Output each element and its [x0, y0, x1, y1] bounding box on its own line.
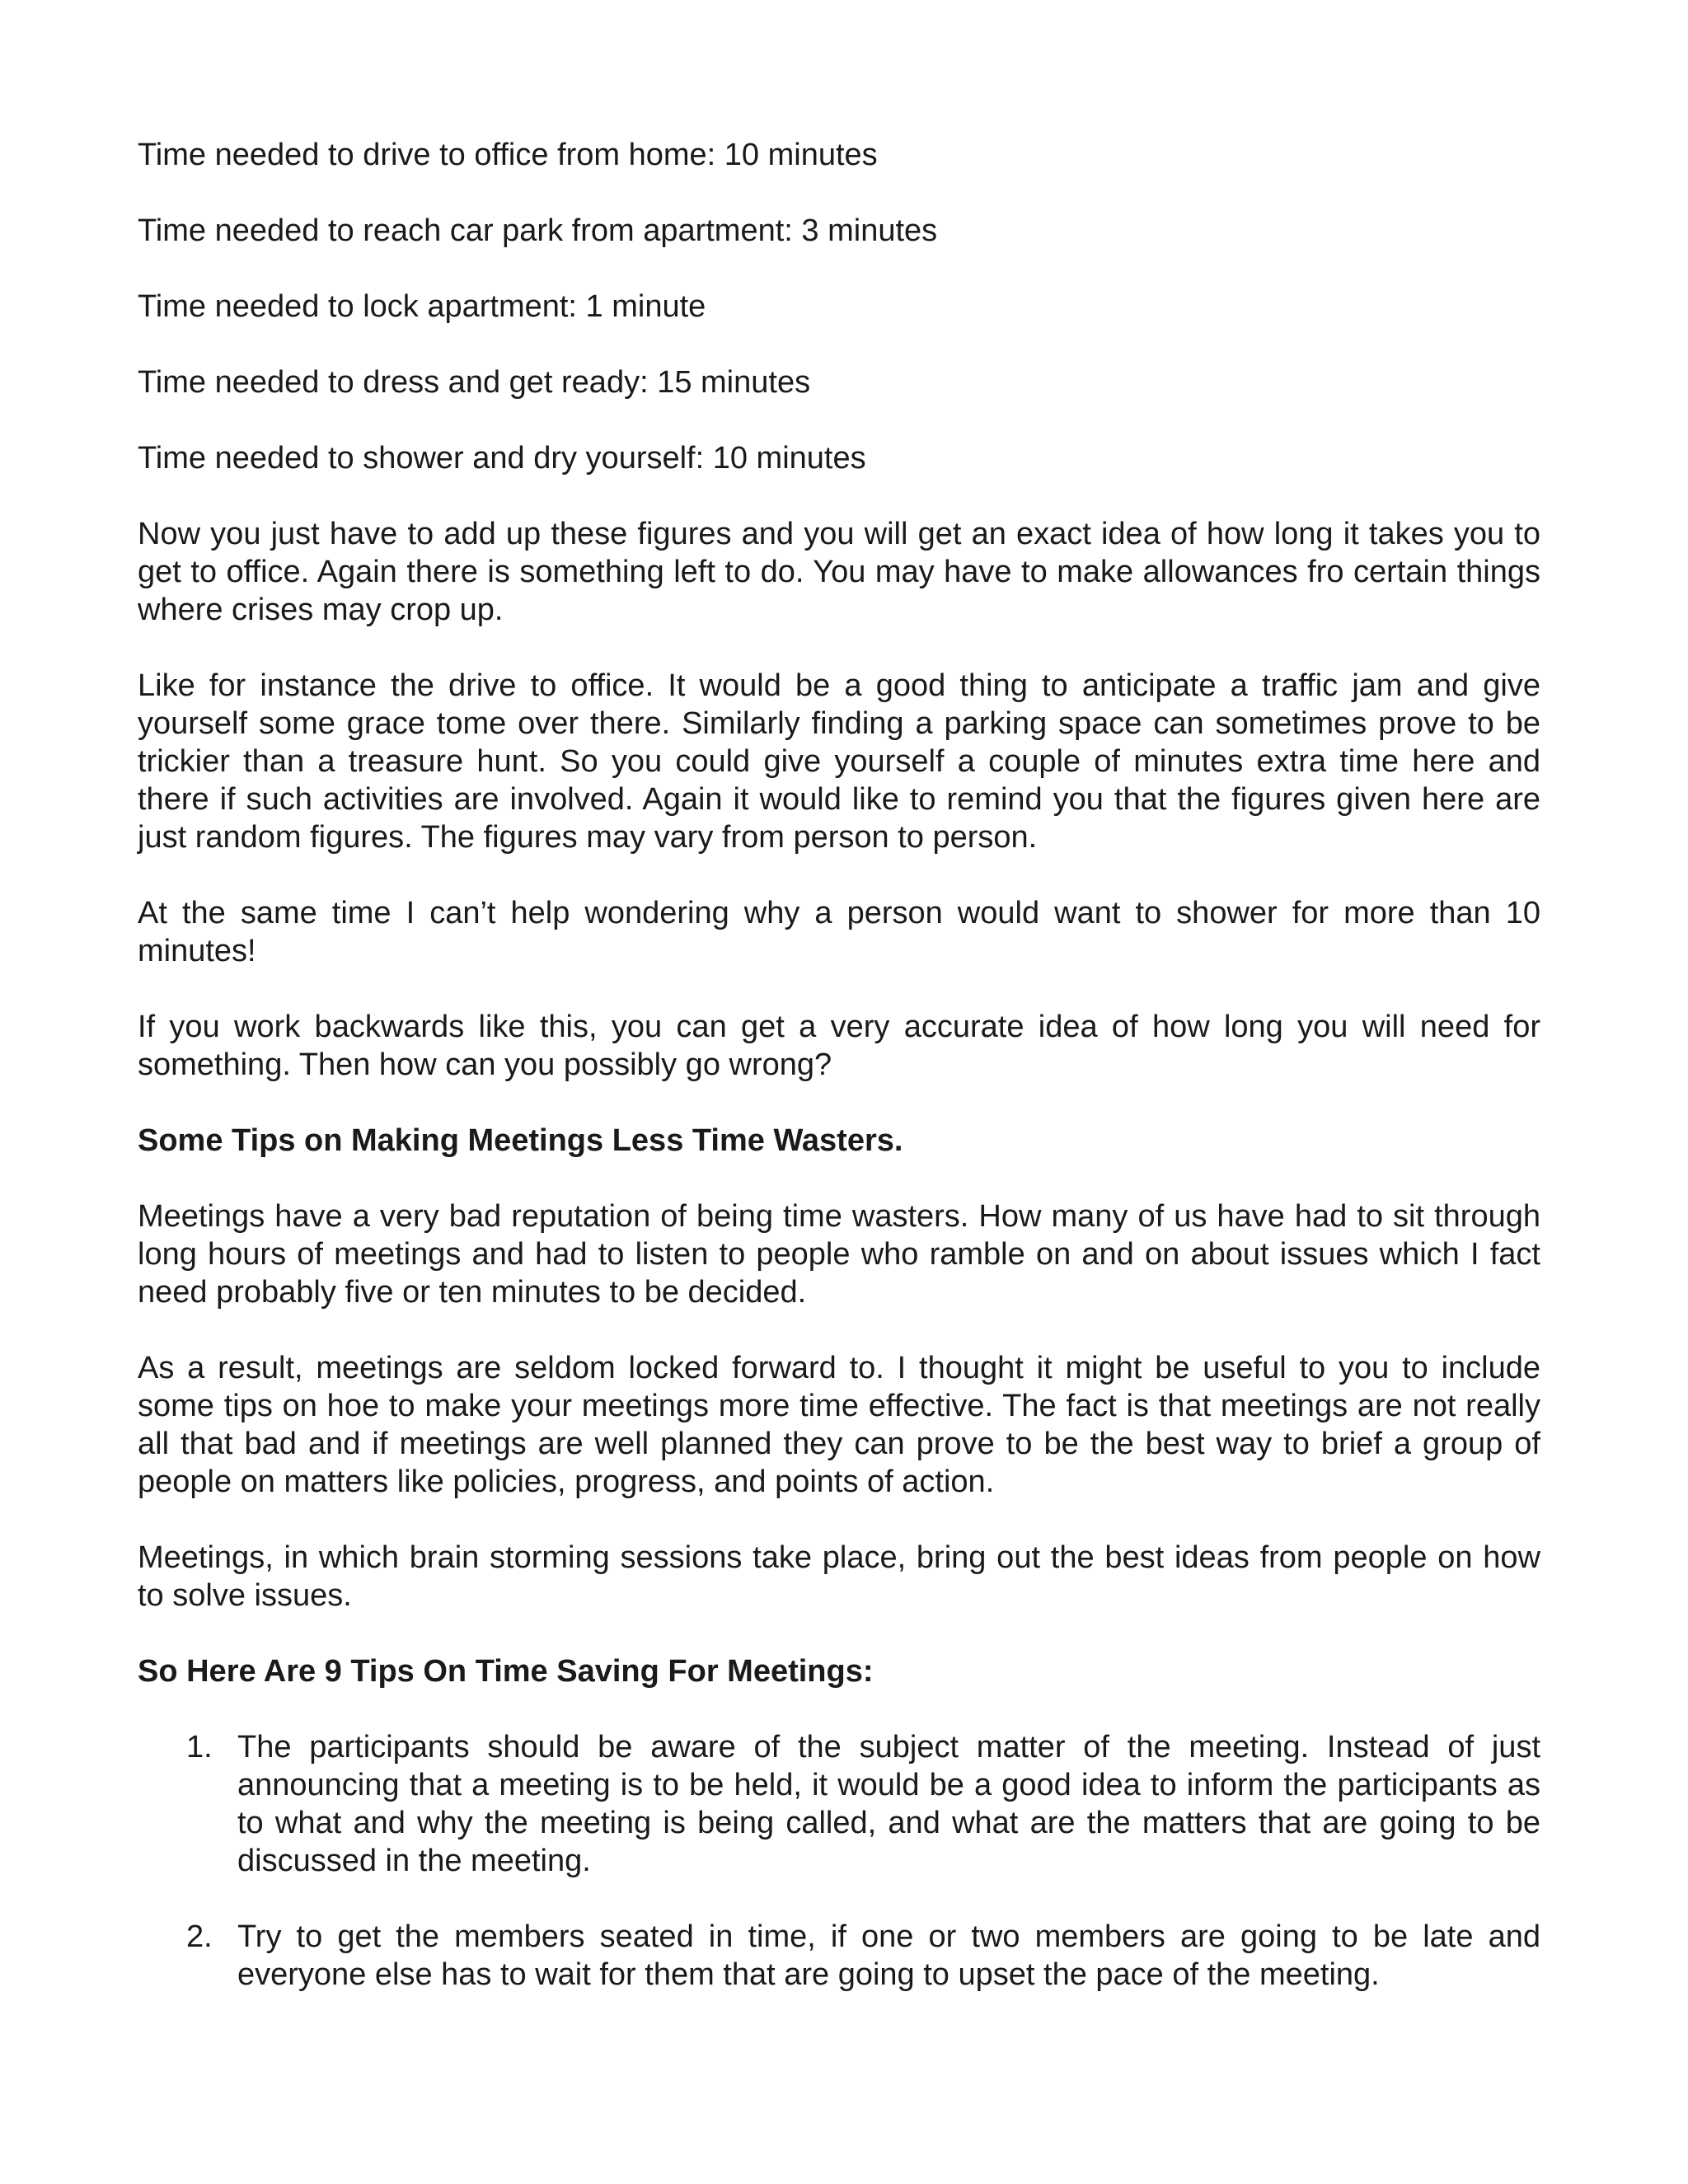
time-line-drive: Time needed to drive to office from home: 10 minutes: [138, 138, 878, 172]
paragraph-shower: At the same time I can’t help wondering why a person would want to shower for more than 10 minutes!: [138, 896, 1540, 968]
list-text: The participants should be aware of the subject matter of the meeting. Instead of just announcing that a meeting is to be held, it would be a good idea to inform the participants as to what and why the meeting is being called, and what are the matters that are going to be discussed in the meeting.: [237, 1730, 1540, 1878]
list-item: [138, 1918, 1540, 1994]
heading-tips: So Here Are 9 Tips On Time Saving For Meetings:: [138, 1654, 874, 1689]
document-page: [138, 136, 1540, 2032]
paragraph-drive-allowance: Like for instance the drive to office. It would be a good thing to anticipate a traffic jam and give yourself some grace tome over there. Similarly finding a parking space can sometimes prove to be trickier than a treasure hunt. So you could give yourself a couple of minutes extra time here and there if such activities are involved. Again it would like to remind you that the figures given here are just random figures. The figures may vary from person to person.: [138, 668, 1540, 855]
paragraph-work-backwards: If you work backwards like this, you can get a very accurate idea of how long you will need for something. Then how can you possibly go wrong?: [138, 1010, 1540, 1082]
paragraph-brainstorming: Meetings, in which brain storming sessions take place, bring out the best ideas from people on how to solve issues.: [138, 1540, 1540, 1613]
time-line-car-park: Time needed to reach car park from apartment: 3 minutes: [138, 213, 938, 248]
time-line-shower: Time needed to shower and dry yourself: 10 minutes: [138, 441, 866, 476]
paragraph-add-up: Now you just have to add up these figures and you will get an exact idea of how long it takes you to get to office. Again there is something left to do. You may have to make allowances fro certain things where crises may crop up.: [138, 517, 1540, 627]
heading-meetings: Some Tips on Making Meetings Less Time Wasters.: [138, 1123, 903, 1158]
paragraph-meetings-result: As a result, meetings are seldom locked forward to. I thought it might be useful to you to include some tips on hoe to make your meetings more time effective. The fact is that meetings are not really all that bad and if meetings are well planned they can prove to be the best way to brief a group of people on matters like policies, progress, and points of action.: [138, 1351, 1540, 1499]
list-text: Try to get the members seated in time, if one or two members are going to be late and everyone else has to wait for them that are going to upset the pace of the meeting.: [237, 1919, 1540, 1992]
paragraph-meetings-reputation: Meetings have a very bad reputation of being time wasters. How many of us have had to sit through long hours of meetings and had to listen to people who ramble on and on about issues which I fact need probably five or ten minutes to be decided.: [138, 1199, 1540, 1310]
list-number: 1.: [186, 1730, 213, 1765]
time-line-lock: Time needed to lock apartment: 1 minute: [138, 289, 706, 324]
list-item: [138, 1728, 1540, 1880]
list-number: 2.: [186, 1919, 213, 1954]
tips-list: [138, 1728, 1540, 1994]
time-line-dress: Time needed to dress and get ready: 15 minutes: [138, 365, 811, 400]
